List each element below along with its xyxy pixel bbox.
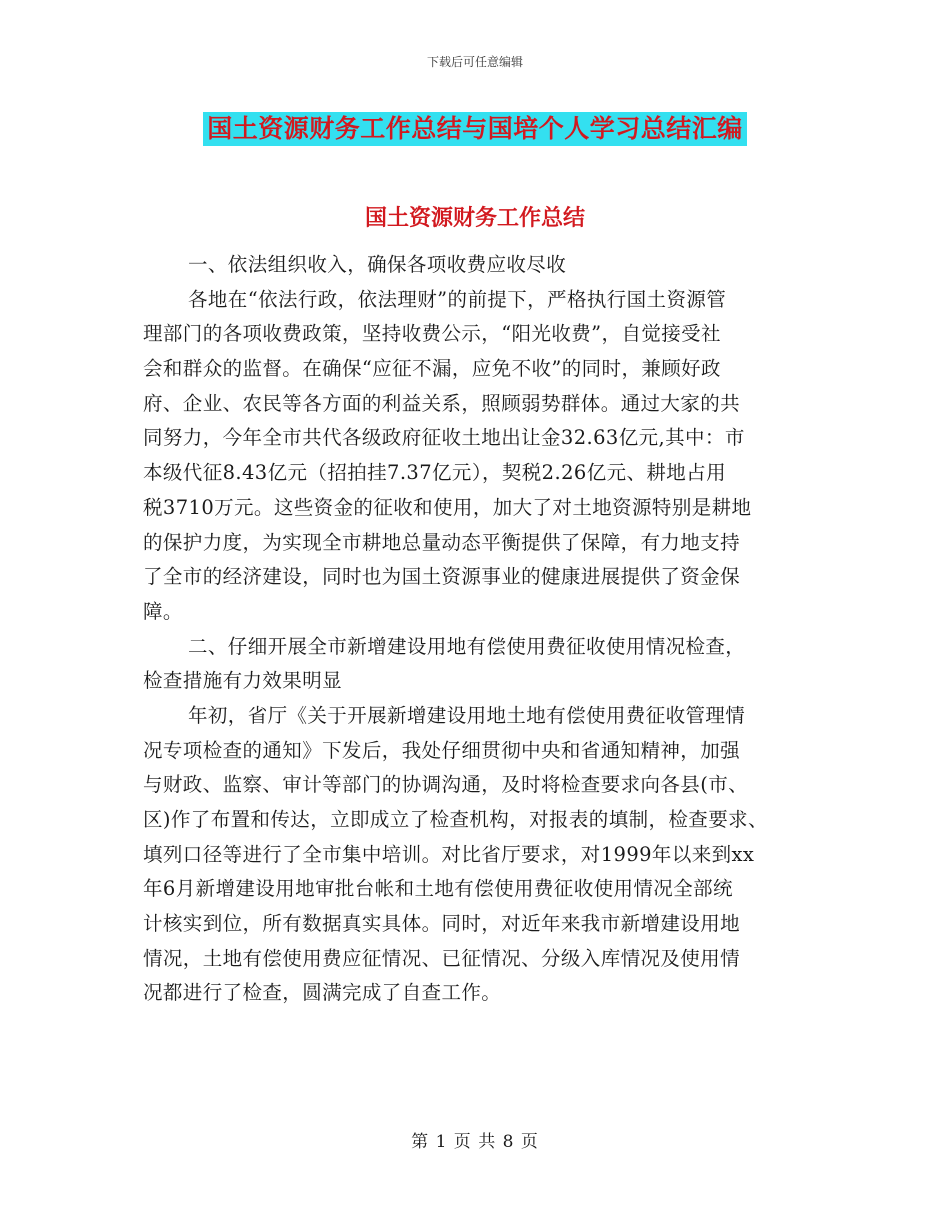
paragraph-line: 情况，土地有偿使用费应征情况、已征情况、分级入库情况及使用情 (143, 946, 741, 970)
paragraph-line: 同努力，今年全市共代各级政府征收土地出让金32.63亿元,其中：市 (143, 426, 745, 450)
heading-line: 一、依法组织收入，确保各项收费应收尽收 (188, 253, 567, 276)
paragraph-line: 计核实到位，所有数据真实具体。同时，对近年来我市新增建设用地 (143, 912, 741, 936)
heading-line: 二、仔细开展全市新增建设用地有偿使用费征收使用情况检查， (188, 634, 746, 658)
heading-line: 检查措施有力效果明显 (143, 669, 343, 693)
document-title-container (0, 112, 950, 146)
paragraph-line: 填列口径等进行了全市集中培训。对比省厅要求，对1999年以来到xx (143, 842, 755, 866)
paragraph-line: 理部门的各项收费政策，坚持收费公示，“阳光收费”，自觉接受社 (143, 322, 721, 346)
paragraph-line: 年6月新增建设用地审批台帐和土地有偿使用费征收使用情况全部统 (143, 877, 733, 901)
paragraph-line: 本级代征8.43亿元（招拍挂7.37亿元），契税2.26亿元、耕地占用 (143, 461, 727, 485)
document-title: 国土资源财务工作总结与国培个人学习总结汇编 (203, 112, 747, 146)
paragraph-line: 府、企业、农民等各方面的利益关系，照顾弱势群体。通过大家的共 (143, 391, 741, 415)
document-body (143, 248, 808, 1011)
section-title: 国土资源财务工作总结 (364, 205, 585, 231)
paragraph-line: 况都进行了检查，圆满完成了自查工作。 (143, 981, 502, 1005)
paragraph-line: 会和群众的监督。在确保“应征不漏，应免不收”的同时，兼顾好政 (143, 357, 721, 381)
paragraph-line: 况专项检查的通知》下发后，我处仔细贯彻中央和省通知精神，加强 (143, 738, 741, 762)
paragraph-line: 年初，省厅《关于开展新增建设用地土地有偿使用费征收管理情 (188, 703, 746, 727)
paragraph-line: 各地在“依法行政，依法理财”的前提下，严格执行国土资源管 (188, 287, 727, 311)
paragraph-line: 税3710万元。这些资金的征收和使用，加大了对土地资源特别是耕地 (143, 495, 752, 519)
paragraph-line: 的保护力度，为实现全市耕地总量动态平衡提供了保障，有力地支持 (143, 530, 741, 554)
paragraph-line: 了全市的经济建设，同时也为国土资源事业的健康进展提供了资金保 (143, 565, 741, 589)
page-footer: 第 1 页 共 8 页 (411, 1132, 539, 1152)
page-header: 下载后可任意编辑 (426, 55, 523, 69)
paragraph-line: 与财政、监察、审计等部门的协调沟通，及时将检查要求向各县(市、 (143, 773, 749, 797)
paragraph-line: 障。 (143, 599, 183, 623)
paragraph-line: 区)作了布置和传达，立即成立了检查机构，对报表的填制，检查要求、 (143, 808, 768, 831)
